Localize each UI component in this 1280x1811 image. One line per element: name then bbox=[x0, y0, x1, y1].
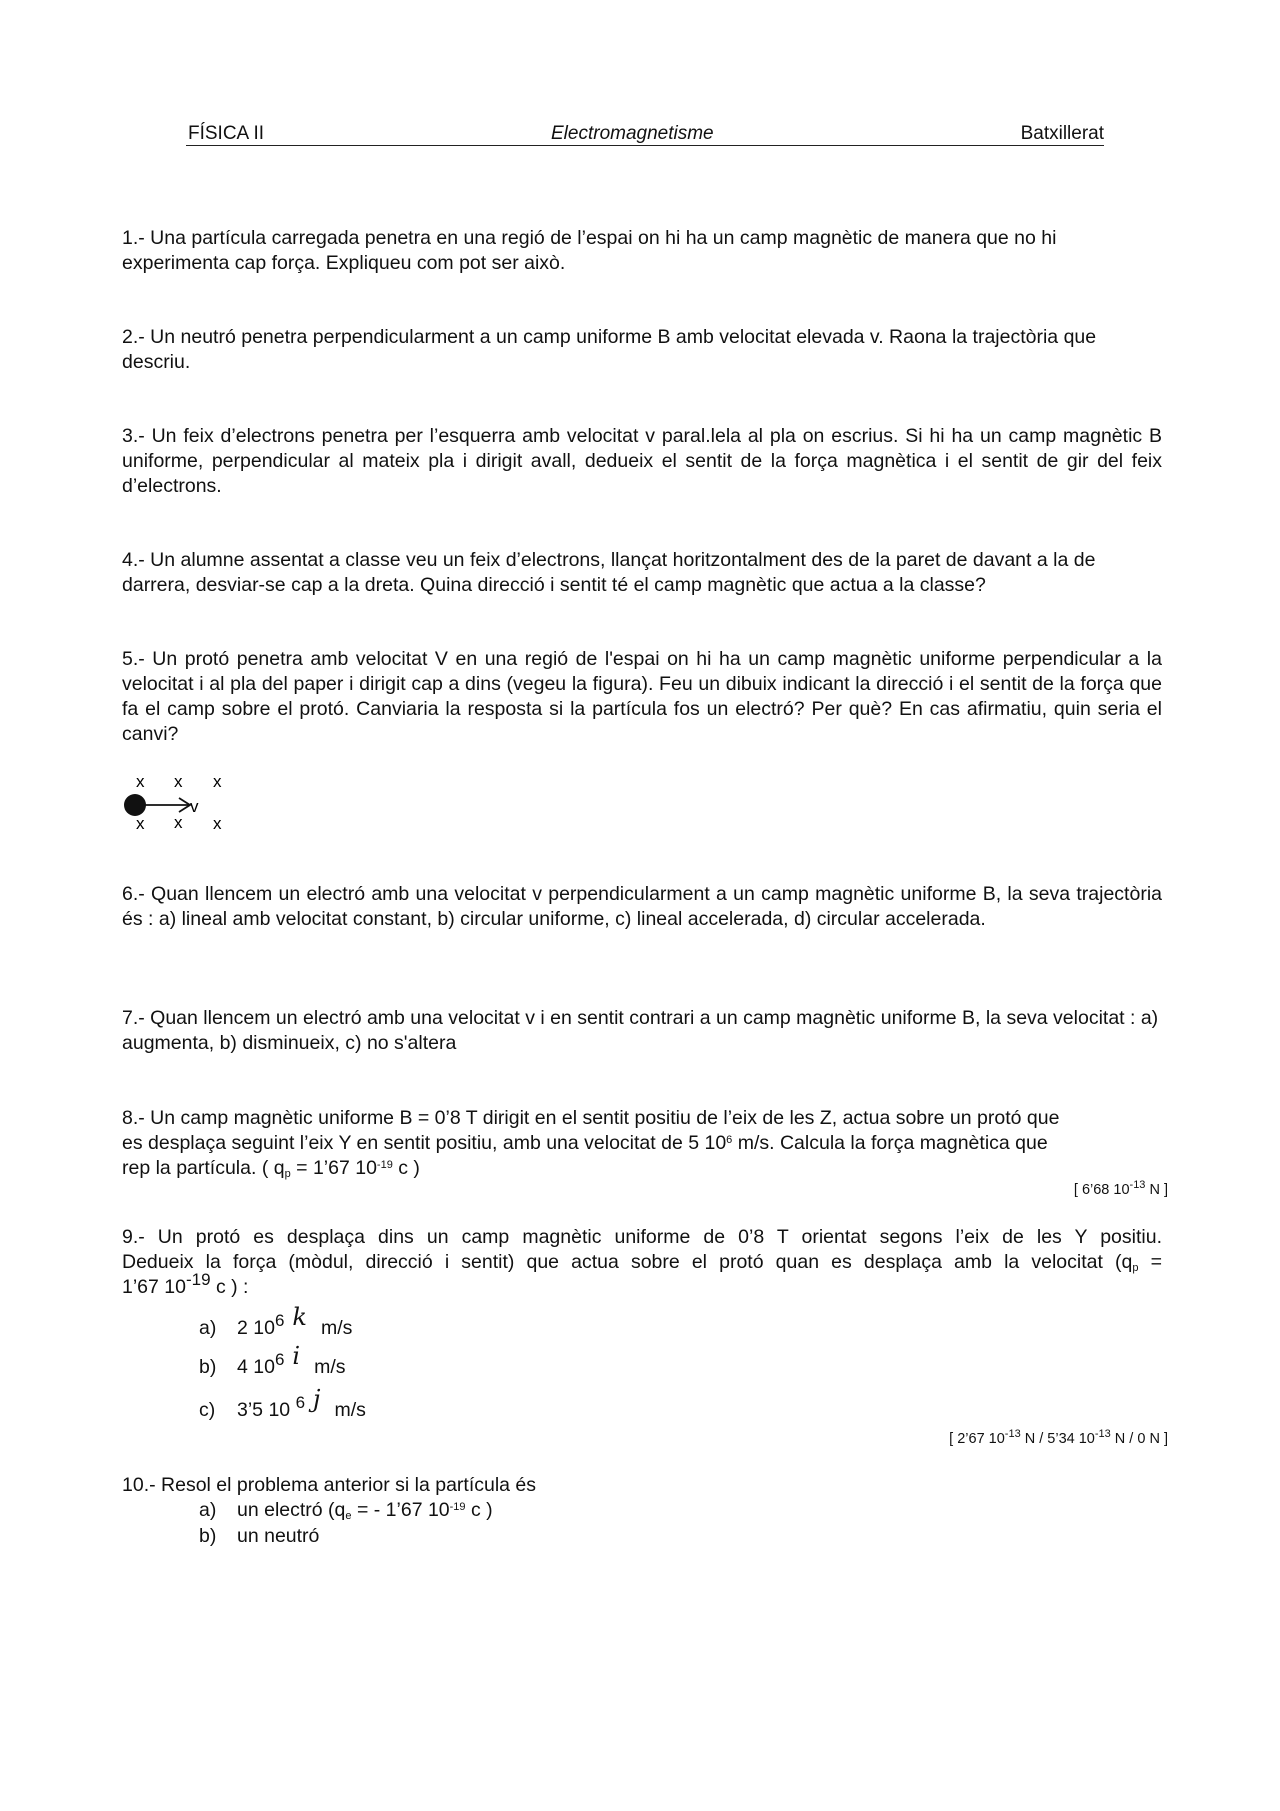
question-7 bbox=[122, 1006, 1162, 1056]
unit-vector-k: k bbox=[292, 1303, 307, 1331]
unit-vector-i: i bbox=[292, 1342, 301, 1370]
question-3 bbox=[122, 424, 1162, 499]
question-1 bbox=[122, 226, 1162, 276]
question-9 bbox=[122, 1225, 1162, 1300]
field-mark: x bbox=[213, 772, 222, 791]
question-7-text: 7.- Quan llencem un electró amb una velocitat v i en sentit contrari a un camp magnètic uniforme B, la seva velocitat : a) augmenta, b) disminueix, c) no s'altera bbox=[122, 1007, 1159, 1054]
question-8-line-1: 8.- Un camp magnètic uniforme B = 0’8 T dirigit en el sentit positiu de l’eix de les Z, actua sobre un protó que bbox=[122, 1107, 1060, 1129]
question-9-option-c: c) 3’5 10 $^6$ j m/s bbox=[199, 1385, 366, 1421]
question-5 bbox=[122, 647, 1162, 747]
question-6-text: 6.- Quan llencem un electró amb una velocitat v perpendicularment a un camp magnètic uniforme B, la seva trajectòria és : a) lineal amb velocitat constant, b) circular uniforme, c) lineal accelerada, d) circular accelerada. bbox=[122, 883, 1162, 930]
field-mark: x bbox=[213, 814, 222, 832]
question-9-answer: [ 2’67 $10^{-13}$ N / 5’34 $10^{-13}$ N / 0 N ] bbox=[949, 1428, 1168, 1447]
question-10-option-a: a) un electró ($q_e$ = - 1’67 $10^{-19}$ c ) bbox=[199, 1499, 493, 1522]
question-4 bbox=[122, 548, 1162, 598]
field-mark: x bbox=[136, 814, 145, 832]
question-9-line-1: 9.- Un protó es desplaça dins un camp magnètic uniforme de 0’8 T orientat segons l’eix de les Y positiu. bbox=[122, 1226, 1162, 1248]
unit-vector-j: j bbox=[313, 1385, 321, 1413]
question-8-line-2: es desplaça seguint l’eix Y en sentit positiu, amb una velocitat de 5 $10^6$ m/s. Calcula la força magnètica que bbox=[122, 1132, 1048, 1154]
field-mark: x bbox=[174, 813, 183, 832]
question-9-option-b: b) 4 $10^6$ i m/s bbox=[199, 1342, 346, 1378]
question-10-text: 10.- Resol el problema anterior si la partícula és bbox=[122, 1474, 537, 1496]
question-8-answer: [ 6’68 $10^{-13}$ N ] bbox=[1073, 1179, 1168, 1198]
field-mark: x bbox=[174, 772, 183, 791]
velocity-label: v bbox=[190, 797, 199, 816]
question-8-line-3: rep la partícula. ( $q_p$ = 1’67 $10^{-19}$ c ) bbox=[122, 1157, 420, 1180]
question-3-text: 3.- Un feix d’electrons penetra per l’esquerra amb velocitat v paral.lela al pla on escrius. Si hi ha un camp magnètic B uniforme, perpendicular al mateix pla i dirigit avall, dedueix el sentit de la força magnètica i el sentit de gir del feix d’electrons. bbox=[122, 425, 1162, 497]
header-topic: Electromagnetisme bbox=[551, 123, 714, 144]
question-2 bbox=[122, 325, 1162, 375]
question-6 bbox=[122, 882, 1162, 932]
field-mark: x bbox=[136, 772, 145, 791]
question-5-text: 5.- Un protó penetra amb velocitat V en una regió de l'espai on hi ha un camp magnètic uniforme perpendicular a la velocitat i al pla del paper i dirigit cap a dins (vegeu la figura). Feu un dibuix indicant la direcció i el sentit de la força que fa el camp sobre el protó. Canviaria la resposta si la partícula fos un electró? Per què? En cas afirmatiu, quin seria el canvi? bbox=[122, 648, 1162, 745]
question-10-option-b: b) un neutró bbox=[199, 1525, 320, 1547]
question-1-text: 1.- Una partícula carregada penetra en una regió de l’espai on hi ha un camp magnètic de manera que no hi experimenta cap força. Expliqueu com pot ser això. bbox=[122, 227, 1057, 274]
question-4-text: 4.- Un alumne assentat a classe veu un feix d’electrons, llançat horitzontalment des de la paret de davant a la de darrera, desviar-se cap a la dreta. Quina direcció i sentit té el camp magnètic que actua a la classe? bbox=[122, 549, 1096, 596]
question-9-option-a: a) 2 $10^6$ k m/s bbox=[199, 1303, 353, 1339]
proton-field-figure bbox=[122, 772, 232, 832]
question-9-line-2: Dedueix la força (mòdul, direcció i sentit) que actua sobre el protó quan es desplaça amb la velocitat ($q_p$ = bbox=[122, 1251, 1162, 1274]
question-9-line-3: 1’67 $10^{-19}$ c ) : bbox=[122, 1270, 249, 1298]
question-8 bbox=[122, 1106, 1162, 1181]
question-10 bbox=[122, 1473, 1162, 1498]
header-course: FÍSICA II bbox=[188, 123, 265, 144]
proton-dot bbox=[124, 794, 146, 816]
question-2-text: 2.- Un neutró penetra perpendicularment a un camp uniforme B amb velocitat elevada v. Raona la trajectòria que descriu. bbox=[122, 326, 1097, 373]
header-level: Batxillerat bbox=[1020, 123, 1104, 144]
page-header bbox=[186, 121, 1104, 146]
